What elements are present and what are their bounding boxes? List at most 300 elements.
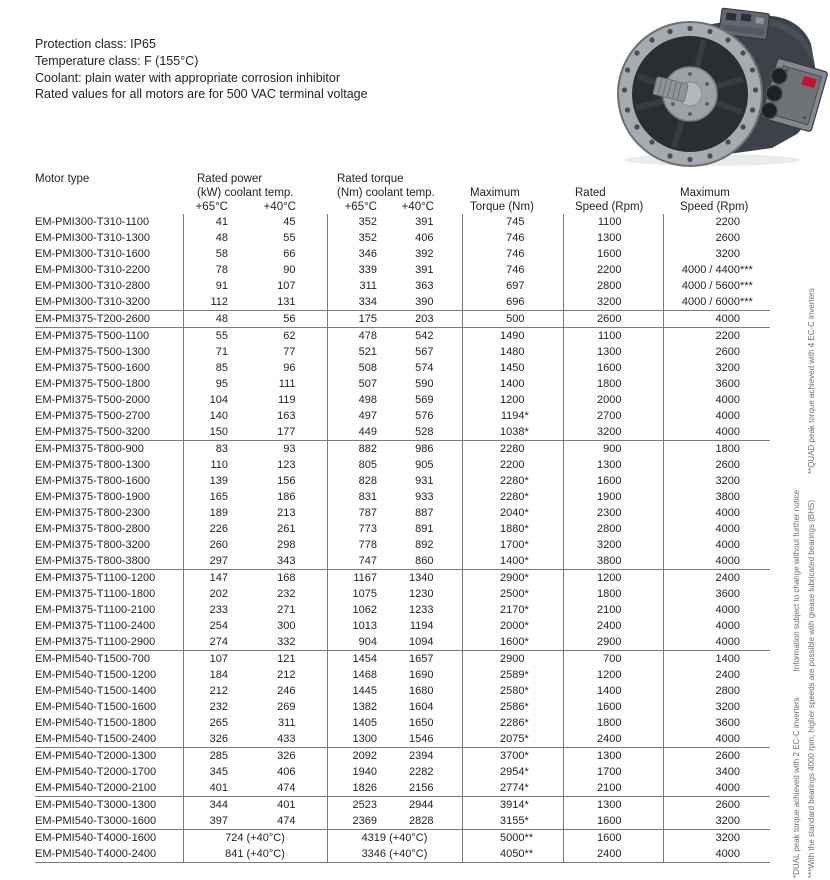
max-speed-cell: 2400	[715, 669, 740, 681]
table-row	[35, 667, 770, 683]
max-torque-cell: 2286*	[462, 715, 563, 731]
motor-type-cell: EM-PMI375-T800-3800	[35, 553, 183, 570]
torque-40-cell: 860	[390, 553, 462, 570]
torque-65-cell: 2369	[352, 815, 377, 827]
power-65-cell: 212	[209, 685, 228, 697]
motor-type-cell: EM-PMI375-T500-3200	[35, 424, 183, 441]
rated-speed-cell: 1300	[563, 748, 663, 765]
max-torque-cell: 2774*	[462, 780, 563, 797]
torque-40-cell: 986	[390, 441, 462, 458]
max-speed-cell: 3200	[715, 701, 740, 713]
table-row	[35, 473, 770, 489]
power-40-cell: 55	[245, 230, 327, 246]
power-65-cell: 95	[215, 378, 228, 390]
rated-speed-cell: 1800	[563, 586, 663, 602]
rated-speed-cell: 3200	[563, 537, 663, 553]
torque-40-cell: 391	[390, 262, 462, 278]
power-40-cell: 298	[245, 537, 327, 553]
power-40-cell: 56	[245, 311, 327, 328]
max-torque-cell: 4050**	[462, 846, 563, 863]
rated-speed-cell: 1300	[563, 797, 663, 814]
protection-class-line: Protection class: IP65	[35, 37, 156, 51]
motor-type-cell: EM-PMI540-T1500-2400	[35, 731, 183, 748]
header-rated-speed-1: Rated	[575, 187, 606, 199]
max-torque-cell: 1600*	[462, 634, 563, 651]
max-speed-cell: 3200	[715, 248, 740, 260]
power-65-cell: 254	[209, 620, 228, 632]
power-65-cell: 265	[209, 717, 228, 729]
max-torque-cell: 1490	[462, 328, 563, 345]
motor-type-cell: EM-PMI375-T800-900	[35, 441, 183, 458]
rated-speed-cell: 1600	[563, 473, 663, 489]
max-speed-cell: 2600	[715, 459, 740, 471]
torque-65-cell: 1405	[352, 717, 377, 729]
max-torque-cell: 2954*	[462, 764, 563, 780]
power-65-cell: 139	[209, 475, 228, 487]
torque-65-cell: 787	[358, 507, 377, 519]
max-speed-cell: 3800	[715, 491, 740, 503]
motor-type-cell: EM-PMI540-T1500-1200	[35, 667, 183, 683]
table-row	[35, 457, 770, 473]
max-speed-cell: 4000 / 6000***	[681, 296, 753, 308]
max-speed-cell: 2800	[715, 685, 740, 697]
rated-speed-cell: 1100	[563, 328, 663, 345]
power-40-cell: 45	[245, 214, 327, 230]
table-row	[35, 441, 770, 458]
footnote-disclaimer: Information subject to change without further notice	[792, 489, 801, 672]
power-40-cell: 474	[245, 780, 327, 797]
power-40-cell: 246	[245, 683, 327, 699]
table-row	[35, 634, 770, 651]
power-40-cell: 131	[245, 294, 327, 311]
max-speed-cell: 3200	[663, 830, 770, 847]
header-max-speed-1: Maximum	[680, 187, 730, 199]
max-torque-cell: 2580*	[462, 683, 563, 699]
motor-type-cell: EM-PMI375-T200-2600	[35, 311, 183, 328]
torque-cell: 4319 (+40°C)	[327, 830, 462, 847]
motor-type-cell: EM-PMI375-T500-1800	[35, 376, 183, 392]
torque-40-cell: 1230	[390, 586, 462, 602]
power-40-cell: 66	[245, 246, 327, 262]
info-block	[35, 36, 368, 103]
header-torque-65: +65°C	[344, 201, 377, 213]
table-row	[35, 553, 770, 570]
torque-65-cell: 352	[358, 232, 377, 244]
torque-65-cell: 521	[358, 346, 377, 358]
power-40-cell: 433	[245, 731, 327, 748]
max-torque-cell: 1700*	[462, 537, 563, 553]
table-header	[35, 172, 770, 214]
torque-65-cell: 339	[358, 264, 377, 276]
max-speed-cell: 2600	[715, 346, 740, 358]
motor-type-cell: EM-PMI375-T800-2300	[35, 505, 183, 521]
motor-type-cell: EM-PMI375-T500-1600	[35, 360, 183, 376]
table-row	[35, 570, 770, 587]
rated-speed-cell: 1600	[563, 246, 663, 262]
table-row	[35, 586, 770, 602]
torque-40-cell: 1680	[390, 683, 462, 699]
max-speed-cell: 2600	[715, 232, 740, 244]
rated-speed-cell: 1600	[563, 699, 663, 715]
table-row	[35, 246, 770, 262]
power-40-cell: 121	[245, 651, 327, 668]
table-row	[35, 424, 770, 441]
motor-type-cell: EM-PMI540-T3000-1300	[35, 797, 183, 814]
table-row	[35, 618, 770, 634]
motor-type-cell: EM-PMI300-T310-1600	[35, 246, 183, 262]
table-row	[35, 715, 770, 731]
table-row	[35, 392, 770, 408]
torque-40-cell: 574	[390, 360, 462, 376]
header-rated-power: Rated power	[197, 173, 263, 185]
max-torque-cell: 2280*	[462, 473, 563, 489]
footnote-inner-column	[792, 490, 801, 878]
power-65-cell: 107	[183, 651, 245, 668]
power-40-cell: 119	[245, 392, 327, 408]
max-speed-cell: 3200	[715, 475, 740, 487]
torque-40-cell: 2944	[390, 797, 462, 814]
max-torque-cell: 746	[462, 262, 563, 278]
torque-40-cell: 1690	[390, 667, 462, 683]
motor-type-cell: EM-PMI540-T4000-1600	[35, 830, 183, 847]
rated-speed-cell: 1300	[563, 230, 663, 246]
header-rated-torque-unit: (Nm) coolant temp.	[337, 187, 435, 199]
rated-speed-cell: 2400	[563, 618, 663, 634]
torque-40-cell: 363	[390, 278, 462, 294]
max-torque-cell: 1450	[462, 360, 563, 376]
spec-table-body	[35, 214, 770, 863]
header-torque-40: +40°C	[401, 201, 434, 213]
max-torque-cell: 2075*	[462, 731, 563, 748]
power-65-cell: 345	[209, 766, 228, 778]
power-65-cell: 401	[209, 782, 228, 794]
torque-40-cell: 1657	[390, 651, 462, 668]
max-torque-cell: 1038*	[462, 424, 563, 441]
torque-40-cell: 892	[390, 537, 462, 553]
torque-40-cell: 931	[390, 473, 462, 489]
max-torque-cell: 2280	[462, 441, 563, 458]
torque-65-cell: 478	[327, 328, 390, 345]
table-row	[35, 489, 770, 505]
max-torque-cell: 1194*	[462, 408, 563, 424]
max-torque-cell: 696	[462, 294, 563, 311]
motor-type-cell: EM-PMI540-T1500-1400	[35, 683, 183, 699]
torque-65-cell: 904	[358, 636, 377, 648]
torque-40-cell: 1194	[390, 618, 462, 634]
rated-speed-cell: 1200	[563, 570, 663, 587]
header-rated-speed-2: Speed (Rpm)	[575, 201, 644, 213]
motor-type-cell: EM-PMI375-T500-2700	[35, 408, 183, 424]
power-40-cell: 156	[245, 473, 327, 489]
max-torque-cell: 2200	[462, 457, 563, 473]
rated-speed-cell: 1100	[563, 214, 663, 230]
torque-65-cell: 1454	[327, 651, 390, 668]
table-row	[35, 602, 770, 618]
rated-speed-cell: 1400	[563, 683, 663, 699]
power-40-cell: 326	[245, 748, 327, 765]
power-40-cell: 406	[245, 764, 327, 780]
rated-values-line: Rated values for all motors are for 500 VAC terminal voltage	[35, 87, 368, 102]
torque-65-cell: 346	[358, 248, 377, 260]
torque-40-cell: 933	[390, 489, 462, 505]
torque-65-cell: 498	[358, 394, 377, 406]
max-torque-cell: 500	[462, 311, 563, 328]
power-40-cell: 177	[245, 424, 327, 441]
motor-type-cell: EM-PMI375-T1100-1800	[35, 586, 183, 602]
header-power-40: +40°C	[263, 201, 296, 213]
power-40-cell: 474	[245, 813, 327, 830]
motor-type-cell: EM-PMI540-T1500-1800	[35, 715, 183, 731]
header-max-torque-1: Maximum	[470, 187, 520, 199]
motor-type-cell: EM-PMI540-T2000-1300	[35, 748, 183, 765]
torque-40-cell: 1650	[390, 715, 462, 731]
power-40-cell: 232	[245, 586, 327, 602]
table-row	[35, 294, 770, 311]
coolant-line: Coolant: plain water with appropriate corrosion inhibitor	[35, 70, 341, 85]
motor-type-cell: EM-PMI375-T1100-2900	[35, 634, 183, 651]
rated-speed-cell: 2900	[563, 634, 663, 651]
max-speed-cell: 2600	[663, 748, 770, 765]
table-row	[35, 683, 770, 699]
max-torque-cell: 3914*	[462, 797, 563, 814]
torque-65-cell: 747	[358, 555, 377, 567]
max-speed-cell: 2200	[715, 216, 740, 228]
max-speed-cell: 4000 / 5600***	[681, 280, 753, 292]
torque-65-cell: 311	[359, 280, 377, 292]
table-row	[35, 344, 770, 360]
max-torque-cell: 2170*	[462, 602, 563, 618]
header-motor-type: Motor type	[35, 173, 90, 185]
power-65-cell: 344	[183, 797, 245, 814]
power-65-cell: 140	[209, 410, 228, 422]
spec-sheet	[35, 172, 770, 863]
max-speed-cell: 3600	[715, 378, 740, 390]
torque-65-cell: 1300	[352, 733, 377, 745]
header-rated-torque: Rated torque	[337, 173, 404, 185]
torque-40-cell: 569	[390, 392, 462, 408]
table-row	[35, 699, 770, 715]
power-65-cell: 58	[215, 248, 228, 260]
motor-spec-table	[35, 172, 770, 863]
table-row	[35, 408, 770, 424]
power-40-cell: 269	[245, 699, 327, 715]
max-speed-cell: 4000	[715, 426, 740, 438]
max-torque-cell: 1400	[462, 376, 563, 392]
motor-type-cell: EM-PMI375-T500-2000	[35, 392, 183, 408]
max-torque-cell: 2589*	[462, 667, 563, 683]
rated-speed-cell: 1900	[563, 489, 663, 505]
torque-65-cell: 1468	[352, 669, 377, 681]
torque-40-cell: 406	[390, 230, 462, 246]
max-speed-cell: 4000	[715, 733, 740, 745]
power-40-cell: 168	[245, 570, 327, 587]
max-speed-cell: 4000	[715, 620, 740, 632]
power-40-cell: 212	[245, 667, 327, 683]
max-speed-cell: 3600	[715, 588, 740, 600]
rated-speed-cell: 2400	[563, 731, 663, 748]
temperature-class-line: Temperature class: F (155°C)	[35, 53, 199, 68]
torque-40-cell: 905	[390, 457, 462, 473]
torque-40-cell: 576	[390, 408, 462, 424]
rated-speed-cell: 2400	[563, 846, 663, 863]
power-65-cell: 226	[209, 523, 228, 535]
max-speed-cell: 4000	[715, 410, 740, 422]
table-row	[35, 748, 770, 765]
table-row	[35, 521, 770, 537]
power-65-cell: 55	[183, 328, 245, 345]
torque-65-cell: 778	[358, 539, 377, 551]
torque-65-cell: 882	[327, 441, 390, 458]
torque-65-cell: 1075	[352, 588, 377, 600]
rated-speed-cell: 3800	[563, 553, 663, 570]
max-speed-cell: 4000 / 4400***	[681, 264, 753, 276]
power-65-cell: 326	[209, 733, 228, 745]
power-65-cell: 112	[210, 296, 228, 308]
power-65-cell: 41	[215, 216, 228, 228]
table-row	[35, 311, 770, 328]
power-40-cell: 213	[245, 505, 327, 521]
motor-illustration	[600, 6, 828, 170]
max-torque-cell: 2500*	[462, 586, 563, 602]
torque-40-cell: 887	[390, 505, 462, 521]
rated-speed-cell: 1300	[563, 344, 663, 360]
motor-type-cell: EM-PMI540-T2000-2100	[35, 780, 183, 797]
rated-speed-cell: 2800	[563, 521, 663, 537]
torque-40-cell: 1094	[390, 634, 462, 651]
table-row	[35, 846, 770, 863]
table-row	[35, 537, 770, 553]
power-65-cell: 91	[215, 280, 228, 292]
power-65-cell: 85	[215, 362, 228, 374]
power-40-cell: 311	[245, 715, 327, 731]
torque-65-cell: 507	[358, 378, 377, 390]
power-65-cell: 189	[209, 507, 228, 519]
max-torque-cell: 697	[462, 278, 563, 294]
power-65-cell: 147	[183, 570, 245, 587]
torque-65-cell: 773	[358, 523, 377, 535]
table-row	[35, 278, 770, 294]
power-65-cell: 285	[183, 748, 245, 765]
power-65-cell: 184	[209, 669, 228, 681]
power-65-cell: 104	[209, 394, 228, 406]
table-row	[35, 328, 770, 345]
motor-type-cell: EM-PMI375-T1100-2100	[35, 602, 183, 618]
max-torque-cell: 2900*	[462, 570, 563, 587]
rated-speed-cell: 2800	[563, 278, 663, 294]
torque-65-cell: 1167	[327, 570, 390, 587]
power-cell: 841 (+40°C)	[183, 846, 327, 863]
power-40-cell: 107	[245, 278, 327, 294]
header-max-torque-2: Torque (Nm)	[470, 201, 534, 213]
rated-speed-cell: 2000	[563, 392, 663, 408]
max-speed-cell: 1800	[663, 441, 770, 458]
power-40-cell: 96	[245, 360, 327, 376]
motor-type-cell: EM-PMI375-T1100-2400	[35, 618, 183, 634]
power-40-cell: 111	[245, 376, 327, 392]
max-speed-cell: 3400	[715, 766, 740, 778]
power-40-cell: 163	[245, 408, 327, 424]
torque-40-cell: 528	[390, 424, 462, 441]
motor-type-cell: EM-PMI375-T800-3200	[35, 537, 183, 553]
power-65-cell: 78	[215, 264, 228, 276]
torque-40-cell: 1546	[390, 731, 462, 748]
torque-40-cell: 1340	[390, 570, 462, 587]
torque-40-cell: 1604	[390, 699, 462, 715]
rated-speed-cell: 3200	[563, 424, 663, 441]
torque-40-cell: 2156	[390, 780, 462, 797]
max-speed-cell: 2400	[663, 570, 770, 587]
power-65-cell: 48	[183, 311, 245, 328]
torque-65-cell: 2523	[327, 797, 390, 814]
motor-type-cell: EM-PMI300-T310-2200	[35, 262, 183, 278]
torque-40-cell: 2828	[390, 813, 462, 830]
motor-type-cell: EM-PMI540-T1500-700	[35, 651, 183, 668]
max-torque-cell: 1480	[462, 344, 563, 360]
motor-type-cell: EM-PMI375-T800-1300	[35, 457, 183, 473]
rated-speed-cell: 2300	[563, 505, 663, 521]
max-speed-cell: 2600	[663, 797, 770, 814]
max-torque-cell: 3155*	[462, 813, 563, 830]
max-speed-cell: 4000	[663, 311, 770, 328]
rated-speed-cell: 700	[563, 651, 663, 668]
power-65-cell: 232	[209, 701, 228, 713]
torque-65-cell: 1062	[352, 604, 377, 616]
torque-40-cell: 391	[390, 214, 462, 230]
motor-type-cell: EM-PMI375-T800-1900	[35, 489, 183, 505]
torque-40-cell: 390	[390, 294, 462, 311]
rated-speed-cell: 1600	[563, 830, 663, 847]
rated-speed-cell: 1600	[563, 360, 663, 376]
motor-type-cell: EM-PMI375-T500-1300	[35, 344, 183, 360]
max-torque-cell: 746	[462, 246, 563, 262]
torque-40-cell: 2394	[390, 748, 462, 765]
max-torque-cell: 2900	[462, 651, 563, 668]
rated-speed-cell: 1200	[563, 667, 663, 683]
max-torque-cell: 1400*	[462, 553, 563, 570]
torque-65-cell: 2092	[327, 748, 390, 765]
table-row	[35, 731, 770, 748]
motor-type-cell: EM-PMI540-T1500-1600	[35, 699, 183, 715]
torque-65-cell: 334	[358, 296, 377, 308]
motor-type-cell: EM-PMI375-T800-1600	[35, 473, 183, 489]
motor-type-cell: EM-PMI375-T500-1100	[35, 328, 183, 345]
motor-type-cell: EM-PMI300-T310-3200	[35, 294, 183, 311]
power-40-cell: 343	[245, 553, 327, 570]
rated-speed-cell: 2700	[563, 408, 663, 424]
max-speed-cell: 3600	[715, 717, 740, 729]
torque-65-cell: 497	[358, 410, 377, 422]
rated-speed-cell: 1600	[563, 813, 663, 830]
power-65-cell: 110	[210, 459, 228, 471]
max-torque-cell: 746	[462, 230, 563, 246]
motor-type-cell: EM-PMI375-T1100-1200	[35, 570, 183, 587]
rated-speed-cell: 2200	[563, 262, 663, 278]
power-40-cell: 271	[245, 602, 327, 618]
power-65-cell: 233	[209, 604, 228, 616]
torque-65-cell: 508	[358, 362, 377, 374]
header-power-65: +65°C	[195, 201, 228, 213]
power-40-cell: 300	[245, 618, 327, 634]
power-65-cell: 48	[215, 232, 228, 244]
torque-40-cell: 891	[390, 521, 462, 537]
torque-65-cell: 1013	[352, 620, 377, 632]
torque-65-cell: 352	[358, 216, 377, 228]
torque-cell: 3346 (+40°C)	[327, 846, 462, 863]
torque-65-cell: 449	[358, 426, 377, 438]
torque-65-cell: 1940	[352, 766, 377, 778]
torque-65-cell: 805	[358, 459, 377, 471]
power-65-cell: 297	[209, 555, 228, 567]
